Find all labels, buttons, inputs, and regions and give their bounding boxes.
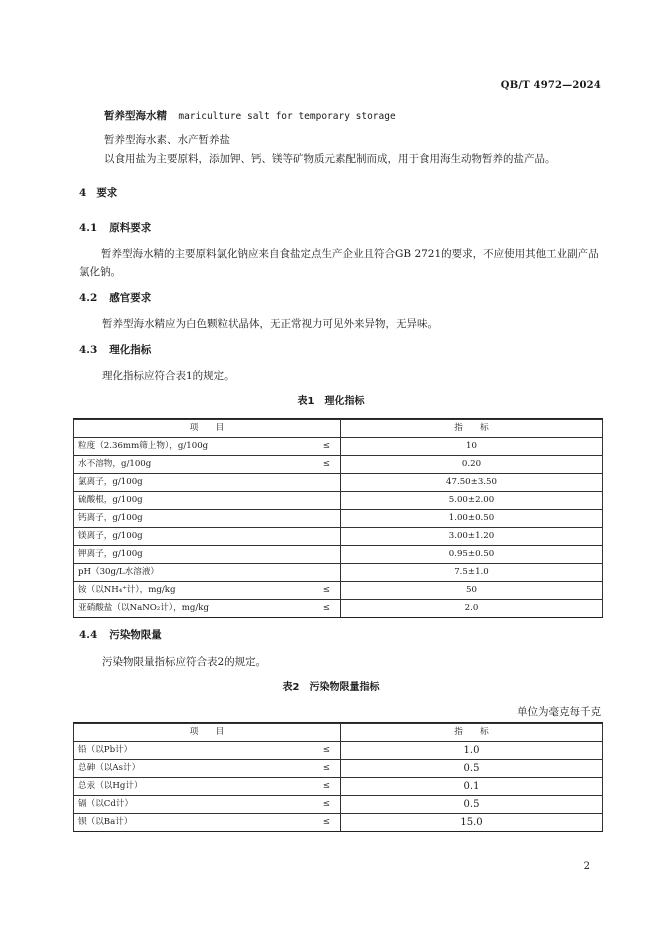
le-symbol: ≤: [322, 441, 330, 451]
item-cell: [74, 456, 341, 474]
value-cell: 7.5±1.0: [341, 564, 603, 582]
le-symbol: ≤: [322, 459, 330, 469]
term-definition: 以食用盐为主要原料，添加钾、钙、镁等矿物质元素配制而成，用于食用海生动物暂养的盐产品。: [104, 153, 556, 165]
item-cell: [74, 492, 341, 510]
item-label: 总砷（以As计）: [78, 763, 141, 773]
table-row: [74, 796, 603, 814]
section-title: 要求: [96, 187, 118, 199]
value-cell: 10: [341, 438, 603, 456]
value-cell: 3.00±1.20: [341, 528, 603, 546]
table-row: [74, 492, 603, 510]
section-title: 污染物限量: [109, 629, 162, 641]
le-symbol: ≤: [322, 799, 330, 809]
value-cell: 0.95±0.50: [341, 546, 603, 564]
section-4-3-heading: [79, 342, 151, 358]
section-4-4-heading: [79, 627, 162, 643]
column-header-item: 项 目: [74, 724, 341, 742]
item-label: 亚硝酸盐（以NaNO₂计），mg/kg: [78, 603, 209, 613]
table-row: [74, 438, 603, 456]
le-symbol: ≤: [322, 745, 330, 755]
section-4-2-heading: [79, 290, 151, 306]
column-header-value: 指 标: [341, 724, 603, 742]
table-row: [74, 456, 603, 474]
section-4-1-heading: [79, 220, 151, 236]
value-cell: 0.5: [341, 796, 603, 814]
table-1: [73, 419, 603, 618]
table-row: [74, 778, 603, 796]
table-header-row: [74, 420, 603, 438]
table-row: [74, 528, 603, 546]
section-number: 4.2: [79, 292, 98, 304]
table-2-caption: 表2 污染物限量指标: [282, 682, 380, 693]
section-4-4-text: 污染物限量指标应符合表2的规定。: [102, 656, 267, 668]
item-label: 钡（以Ba计）: [78, 817, 133, 827]
standard-code: QB/T 4972—2024: [500, 80, 601, 91]
item-label: 硫酸根，g/100g: [78, 495, 143, 505]
le-symbol: ≤: [322, 817, 330, 827]
table-2: [73, 723, 603, 832]
le-symbol: ≤: [322, 763, 330, 773]
table-header-row: [74, 724, 603, 742]
section-4-2-text: 暂养型海水精应为白色颗粒状晶体，无正常视力可见外来异物，无异味。: [102, 318, 438, 330]
value-cell: 0.5: [341, 760, 603, 778]
table-row: [74, 760, 603, 778]
item-cell: [74, 582, 341, 600]
section-4-heading: [79, 185, 117, 201]
le-symbol: ≤: [322, 603, 330, 613]
item-cell: [74, 814, 341, 832]
table-row: [74, 600, 603, 618]
page-number: 2: [583, 861, 590, 872]
item-label: 镁离子，g/100g: [78, 531, 143, 541]
item-cell: [74, 474, 341, 492]
item-label: 钙离子，g/100g: [78, 513, 143, 523]
item-label: 氯离子，g/100g: [78, 477, 143, 487]
item-label: 铵（以NH₄⁺计），mg/kg: [78, 585, 176, 595]
item-cell: [74, 760, 341, 778]
value-cell: 0.1: [341, 778, 603, 796]
value-cell: 5.00±2.00: [341, 492, 603, 510]
section-4-1-text: 暂养型海水精的主要原料氯化钠应来自食盐定点生产企业且符合GB 2721的要求，不应使用其他工业副产品氯化钠。: [79, 248, 599, 278]
item-cell: [74, 564, 341, 582]
column-header-value: 指 标: [341, 420, 603, 438]
section-number: 4.4: [79, 629, 98, 641]
table-row: [74, 582, 603, 600]
table-1-caption: 表1 理化指标: [297, 396, 365, 407]
item-label: 水不溶物，g/100g: [78, 459, 152, 469]
table-row: [74, 474, 603, 492]
item-label: 钾离子，g/100g: [78, 549, 143, 559]
section-4-3-text: 理化指标应符合表1的规定。: [102, 370, 235, 382]
item-cell: [74, 510, 341, 528]
value-cell: 0.20: [341, 456, 603, 474]
table-row: [74, 564, 603, 582]
item-cell: [74, 600, 341, 618]
item-cell: [74, 438, 341, 456]
item-label: 粒度（2.36mm筛上物），g/100g: [78, 441, 209, 451]
term-heading: [104, 108, 396, 125]
item-label: pH（30g/L水溶液）: [78, 567, 160, 577]
item-label: 总汞（以Hg计）: [78, 781, 143, 791]
value-cell: 15.0: [341, 814, 603, 832]
column-header-item: 项 目: [74, 420, 341, 438]
term-synonyms: 暂养型海水素、水产暂养盐: [104, 134, 230, 146]
table-2-bottom-rule: [73, 831, 603, 832]
le-symbol: ≤: [322, 585, 330, 595]
value-cell: 2.0: [341, 600, 603, 618]
value-cell: 47.50±3.50: [341, 474, 603, 492]
item-label: 铅（以Pb计）: [78, 745, 133, 755]
section-title: 原料要求: [109, 222, 152, 234]
item-cell: [74, 742, 341, 760]
section-number: 4.3: [79, 344, 98, 356]
table-row: [74, 814, 603, 832]
table-row: [74, 742, 603, 760]
term-name-en: mariculture salt for temporary storage: [178, 111, 396, 122]
value-cell: 50: [341, 582, 603, 600]
section-title: 感官要求: [109, 292, 152, 304]
section-title: 理化指标: [109, 344, 152, 356]
value-cell: 1.0: [341, 742, 603, 760]
table-row: [74, 510, 603, 528]
table-row: [74, 546, 603, 564]
le-symbol: ≤: [322, 781, 330, 791]
section-number: 4.1: [79, 222, 98, 234]
table-1-bottom-rule: [73, 617, 603, 618]
value-cell: 1.00±0.50: [341, 510, 603, 528]
table-2-unit: 单位为毫克每千克: [517, 706, 601, 718]
item-label: 镉（以Cd计）: [78, 799, 134, 809]
item-cell: [74, 778, 341, 796]
section-number: 4: [79, 187, 87, 199]
item-cell: [74, 528, 341, 546]
item-cell: [74, 546, 341, 564]
item-cell: [74, 796, 341, 814]
term-name-cn: 暂养型海水精: [104, 110, 167, 122]
